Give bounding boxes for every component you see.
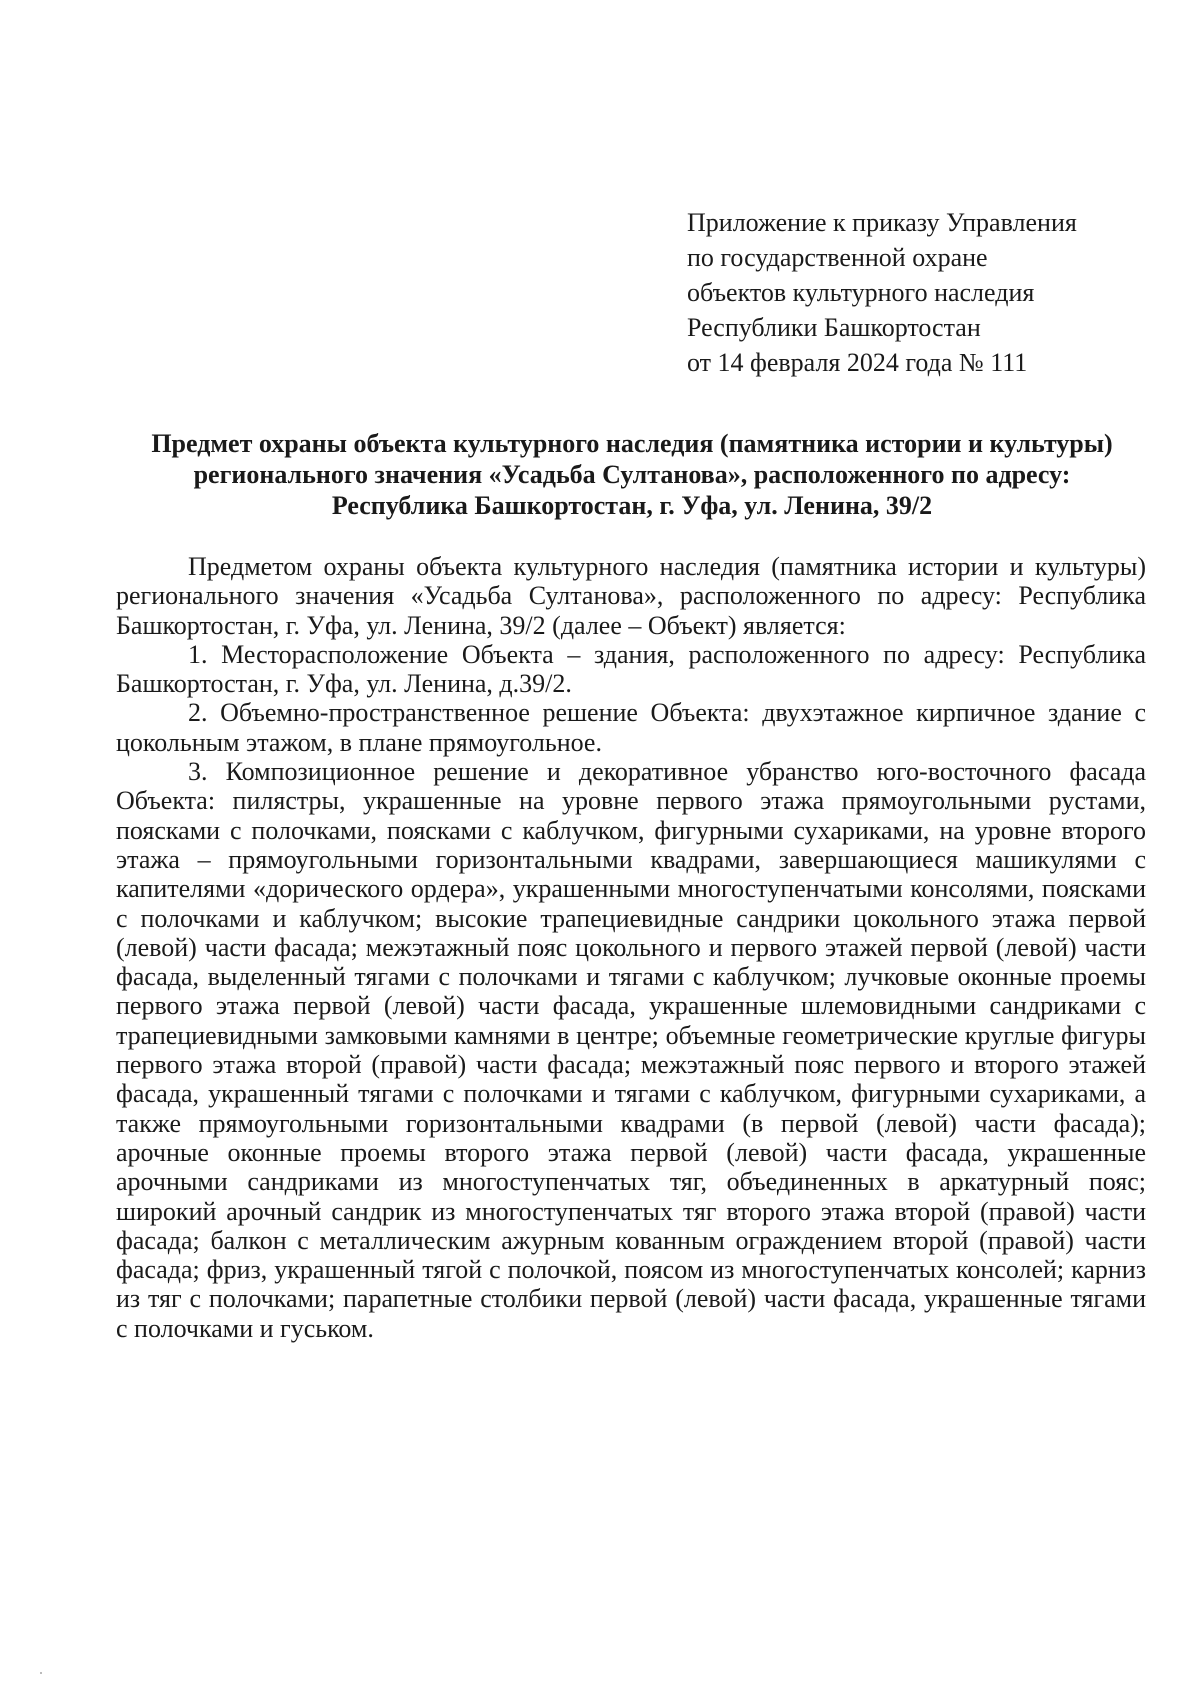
intro-paragraph: Предметом охраны объекта культурного наследия (памятника истории и культуры) регионального значения «Усадьба Султанова», расположенного по адресу: Республика Башкортостан, г. Уфа, ул. Ленина, 39/2 (далее – Объект) является: — [116, 552, 1146, 640]
title-line: Республика Башкортостан, г. Уфа, ул. Ленина, 39/2 — [331, 491, 933, 520]
title-line: регионального значения «Усадьба Султанова», расположенного по адресу: — [193, 460, 1071, 489]
item-paragraph-3: 3. Композиционное решение и декоративное убранство юго-восточного фасада Объекта: пилястры, украшенные на уровне первого этажа прямоугольными рустами, поясками с полочками, поясками с каблучком, фигурными сухариками, на уровне второго этажа – прямоугольными горизонтальными квадрами, завершающиеся машикулями с капителями «дорического ордера», украшенными многоступенчатыми консолями, поясками с полочками и каблучком; высокие трапециевидные сандрики цокольного этажа первой (левой) части фасада; межэтажный пояс цокольного и первого этажей первой (левой) части фасада, выделенный тягами с полочками и тягами с каблучком; лучковые оконные проемы первого этажа первой (левой) части фасада, украшенные шлемовидными сандриками с трапециевидными замковыми камнями в центре; объемные геометрические круглые фигуры первого этажа второй (правой) части фасада; межэтажный пояс первого и второго этажей фасада, украшенный тягами с полочками и тягами с каблучком, фигурными сухариками, а также прямоугольными горизонтальными квадрами (в первой (левой) части фасада); арочные оконные проемы второго этажа первой (левой) части фасада, украшенные арочными сандриками из многоступенчатых тяг, объединенных в аркатурный пояс; широкий арочный сандрик из многоступенчатых тяг второго этажа второй (правой) части фасада; балкон с металлическим ажурным кованным ограждением второй (правой) части фасада; фриз, украшенный тягой с полочкой, поясом из многоступенчатых консолей; карниз из тяг с полочками; парапетные столбики первой (левой) части фасада, украшенные тягами с полочками и гуськом. — [116, 757, 1146, 1343]
item-paragraph-1: 1. Месторасположение Объекта – здания, расположенного по адресу: Республика Башкортостан, г. Уфа, ул. Ленина, д.39/2. — [116, 639, 1146, 699]
appendix-line: по государственной охране — [687, 243, 988, 272]
scan-speck — [40, 1672, 42, 1674]
appendix-line: Приложение к приказу Управления — [687, 208, 1077, 237]
appendix-line: объектов культурного наследия — [687, 278, 1035, 307]
appendix-note — [687, 205, 1147, 380]
appendix-line: от 14 февраля 2024 года № 111 — [687, 348, 1028, 377]
document-title — [110, 428, 1154, 521]
appendix-line: Республики Башкортостан — [687, 313, 981, 342]
title-line: Предмет охраны объекта культурного наследия (памятника истории и культуры) — [151, 429, 1113, 458]
document-body — [116, 552, 1146, 1343]
item-paragraph-2: 2. Объемно-пространственное решение Объекта: двухэтажное кирпичное здание с цокольным этажом, в плане прямоугольное. — [116, 698, 1146, 757]
